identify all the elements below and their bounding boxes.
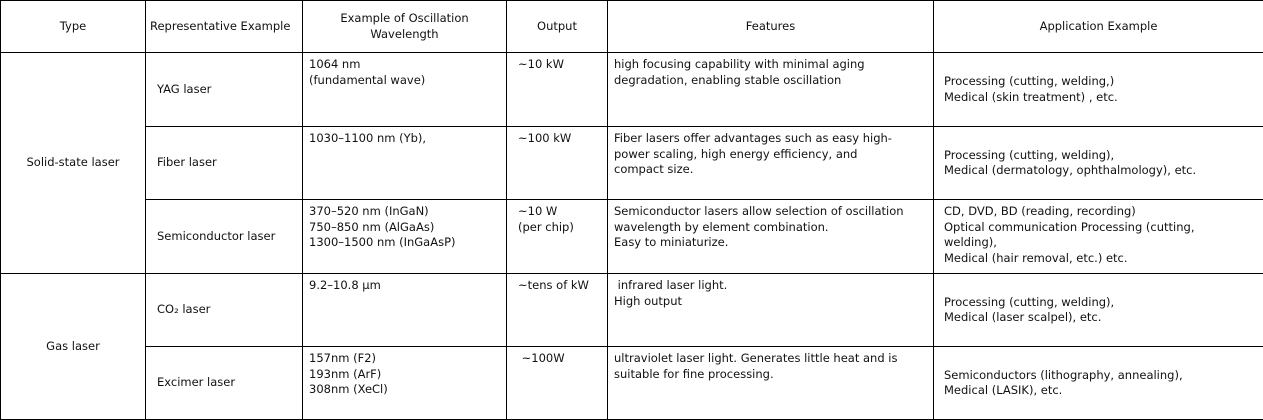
application-line: Medical (hair removal, etc.) etc. (944, 250, 1128, 265)
header-wavelength-line-2: Wavelength (370, 26, 439, 41)
output-cell (507, 127, 608, 200)
header-wavelength-line-1: Example of Oscillation (340, 11, 469, 25)
features-line: Fiber lasers offer advantages such as easy high- (614, 131, 892, 145)
wavelength-line: 370–520 nm (InGaN) (309, 204, 429, 218)
header-representative-example: Representative Example (146, 1, 303, 53)
wavelength-line: 157nm (F2) (309, 351, 377, 365)
features-line: high focusing capability with minimal aging (614, 57, 865, 71)
header-type: Type (1, 1, 146, 53)
output-line: ~10 kW (518, 57, 564, 71)
output-line: ~100 kW (518, 131, 572, 145)
features-line: wavelength by element combination. (614, 219, 829, 234)
features-cell (608, 347, 934, 420)
features-line: Semiconductor lasers allow selection of oscillation (614, 204, 904, 218)
table-row-fiber-laser (1, 127, 1263, 200)
output-cell (507, 347, 608, 420)
header-row (1, 1, 1263, 53)
wavelength-cell (303, 53, 507, 127)
example-cell: YAG laser (146, 53, 303, 127)
header-features: Features (608, 1, 934, 53)
wavelength-cell (303, 274, 507, 347)
wavelength-line: 1064 nm (309, 57, 361, 71)
wavelength-line: 1030–1100 nm (Yb), (309, 131, 427, 145)
example-cell: CO₂ laser (146, 274, 303, 347)
application-line: Medical (laser scalpel), etc. (944, 310, 1102, 324)
output-cell (507, 200, 608, 274)
features-line: suitable for fine processing. (614, 366, 774, 381)
wavelength-line: 9.2–10.8 μm (309, 278, 381, 292)
example-cell: Semiconductor laser (146, 200, 303, 274)
wavelength-cell (303, 200, 507, 274)
application-cell (934, 274, 1263, 347)
wavelength-cell (303, 127, 507, 200)
application-cell (934, 200, 1263, 274)
wavelength-cell (303, 347, 507, 420)
application-line: Processing (cutting, welding), (944, 294, 1115, 309)
wavelength-line: 750–850 nm (AlGaAs) (309, 219, 435, 234)
type-cell-gas: Gas laser (1, 274, 146, 420)
table-row-yag-laser (1, 53, 1263, 127)
wavelength-line: 193nm (ArF) (309, 366, 382, 381)
output-cell (507, 53, 608, 127)
application-line: Processing (cutting, welding,) (944, 74, 1115, 88)
features-line: ultraviolet laser light. Generates little heat and is (614, 351, 898, 365)
features-line: Easy to miniaturize. (614, 235, 729, 249)
header-application-example: Application Example (934, 1, 1263, 53)
application-cell (934, 127, 1263, 200)
application-cell (934, 53, 1263, 127)
wavelength-line: (fundamental wave) (309, 72, 426, 87)
header-output: Output (507, 1, 608, 53)
output-line: ~tens of kW (518, 278, 589, 292)
wavelength-line: 1300–1500 nm (InGaAsP) (309, 235, 456, 249)
features-cell (608, 200, 934, 274)
application-line: Semiconductors (lithography, annealing), (944, 367, 1183, 382)
features-line: degradation, enabling stable oscillation (614, 72, 842, 87)
features-line: High output (614, 293, 683, 308)
table-row-excimer-laser (1, 347, 1263, 420)
features-cell (608, 274, 934, 347)
application-line: Medical (skin treatment) , etc. (944, 89, 1118, 104)
application-cell (934, 347, 1263, 420)
application-line: CD, DVD, BD (reading, recording) (944, 204, 1136, 218)
features-line: power scaling, high energy efficiency, and (614, 146, 858, 161)
application-line: Medical (LASIK), etc. (944, 383, 1063, 397)
wavelength-line: 308nm (XeCl) (309, 382, 388, 396)
example-cell: Fiber laser (146, 127, 303, 200)
features-line: infrared laser light. (614, 278, 728, 292)
table-row-co2-laser (1, 274, 1263, 347)
type-cell-solid-state: Solid-state laser (1, 53, 146, 274)
output-cell (507, 274, 608, 347)
application-line: Processing (cutting, welding), (944, 147, 1115, 162)
output-line: (per chip) (518, 219, 574, 234)
application-line: Optical communication Processing (cutting, (944, 219, 1195, 234)
table-row-semiconductor-laser (1, 200, 1263, 274)
header-oscillation-wavelength (303, 1, 507, 53)
application-line: welding), (944, 235, 997, 249)
application-line: Medical (dermatology, ophthalmology), etc. (944, 163, 1197, 177)
features-cell (608, 53, 934, 127)
example-cell: Excimer laser (146, 347, 303, 420)
output-line: ~100W (518, 351, 565, 365)
features-line: compact size. (614, 162, 694, 176)
output-line: ~10 W (518, 204, 558, 218)
features-cell (608, 127, 934, 200)
